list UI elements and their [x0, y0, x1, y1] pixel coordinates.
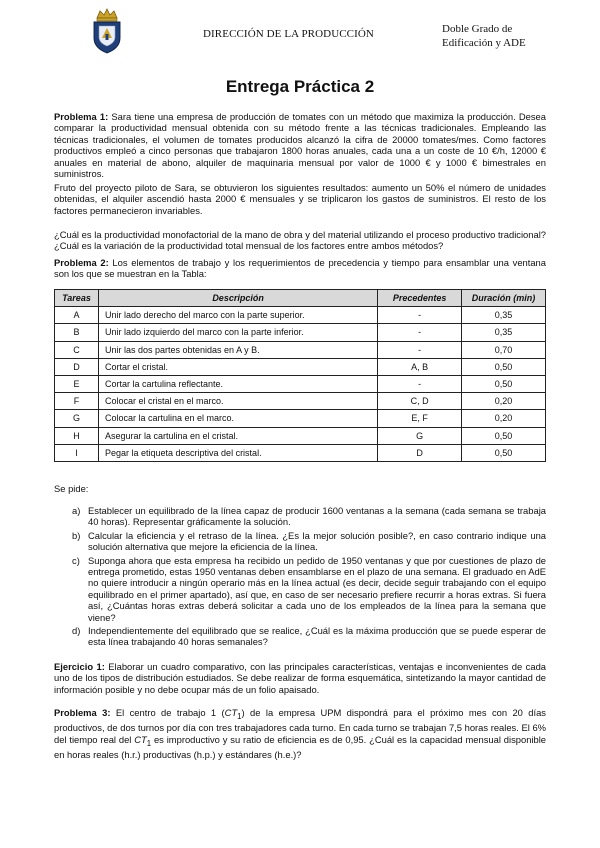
- cell-task: B: [55, 324, 99, 341]
- table-row: [55, 341, 546, 358]
- table-row: [55, 324, 546, 341]
- cell-precedents: -: [378, 307, 462, 324]
- tasks-table: [54, 289, 546, 462]
- cell-task: H: [55, 427, 99, 444]
- cell-task: C: [55, 341, 99, 358]
- cell-description: Colocar la cartulina en el marco.: [98, 410, 377, 427]
- cell-duration: 0,50: [462, 358, 546, 375]
- ct-symbol-2: CT: [134, 733, 147, 745]
- item-marker: a): [72, 505, 81, 516]
- cell-precedents: A, B: [378, 358, 462, 375]
- problem-3-text-a: El centro de trabajo 1 (: [110, 707, 225, 718]
- cell-task: F: [55, 393, 99, 410]
- col-header-descripcion: Descripción: [98, 290, 377, 307]
- exercise-1-label: Ejercicio 1:: [54, 661, 105, 672]
- cell-task: A: [55, 307, 99, 324]
- col-header-duracion: Duración (min): [462, 290, 546, 307]
- list-item: [72, 625, 546, 648]
- exercise-1-text: Elaborar un cuadro comparativo, con las principales características, ventajas e inconvenientes de cada uno de los tipos de distribución estudiados. Se debe realizar de forma esquemática, sintetizando la mayor cantidad de información posible y no debe ocupar más de un folio apaisado.: [54, 661, 546, 695]
- table-row: [55, 307, 546, 324]
- cell-duration: 0,20: [462, 393, 546, 410]
- header-degree: [442, 22, 526, 50]
- col-header-precedentes: Precedentes: [378, 290, 462, 307]
- problem-1-questions-paragraph: ¿Cuál es la productividad monofactorial de la mano de obra y del material utilizando el proceso productivo tradicional? ¿Cuál es la variación de la productividad total mensual de los factores entre ambos métodos?: [54, 229, 546, 252]
- list-item: [72, 530, 546, 553]
- problem-2-paragraph: [54, 257, 546, 280]
- item-marker: b): [72, 529, 81, 541]
- problem-3-text-c: es improductivo y su ratio de eficiencia es de 0,95. ¿Cuál es la capacidad mensual disponible en horas reales (h.r.) productivas (h.p.) y estándares (h.e.)?: [54, 733, 546, 760]
- cell-duration: 0,20: [462, 410, 546, 427]
- exercise-1-paragraph: [54, 661, 546, 695]
- cell-description: Unir lado derecho del marco con la parte superior.: [98, 307, 377, 324]
- problem-1-results-paragraph: Fruto del proyecto piloto de Sara, se obtuvieron los siguientes resultados: aumento un 50% el número de unidades obtenidas, el alquiler ascendió hasta 2000 € mensuales y se triplicaron los gastos de suministros. El resto de los factores permanecieron invariables.: [54, 182, 546, 216]
- university-crest-logo: [90, 8, 124, 54]
- cell-precedents: E, F: [378, 410, 462, 427]
- cell-task: I: [55, 444, 99, 461]
- table-header-row: [55, 290, 546, 307]
- table-row: [55, 410, 546, 427]
- table-row: [55, 375, 546, 392]
- questions-list: [72, 505, 546, 650]
- cell-description: Cortar la cartulina reflectante.: [98, 375, 377, 392]
- se-pide-label: Se pide:: [54, 483, 89, 494]
- cell-description: Pegar la etiqueta descriptiva del cristal.: [98, 444, 377, 461]
- ct-subscript-2: 1: [146, 738, 152, 748]
- list-item: [72, 555, 546, 623]
- cell-task: D: [55, 358, 99, 375]
- cell-task: E: [55, 375, 99, 392]
- cell-duration: 0,50: [462, 375, 546, 392]
- ct-subscript: 1: [237, 711, 242, 721]
- cell-duration: 0,50: [462, 444, 546, 461]
- cell-precedents: C, D: [378, 393, 462, 410]
- cell-description: Unir las dos partes obtenidas en A y B.: [98, 341, 377, 358]
- cell-description: Asegurar la cartulina en el cristal.: [98, 427, 377, 444]
- cell-precedents: D: [378, 444, 462, 461]
- problem-1-text: Sara tiene una empresa de producción de tomates con un método que maximiza la producción. Desea comparar la productividad mensual obtenida con su método frente a las técnicas tradicionales. Empleando las técnicas tradicionales, el volumen de tomates producidos alcanzó la cifra de 20000 tomates/mes. Como factores productivos empleó a cinco personas que trabajaron 1800 horas anuales, cada una a un coste de 10 €/h, 12000 € anuales en material de abono, alquiler de maquinaria mensual por valor de 1000 € y 1000 € bimestrales en suministros.: [54, 111, 546, 180]
- cell-task: G: [55, 410, 99, 427]
- problem-2-text: Los elementos de trabajo y los requerimientos de precedencia y tiempo para ensamblar una ventana son los que se muestran en la Tabla:: [54, 257, 546, 280]
- cell-precedents: -: [378, 341, 462, 358]
- cell-duration: 0,35: [462, 324, 546, 341]
- item-text: Suponga ahora que esta empresa ha recibido un pedido de 1950 ventanas y que por cuestiones de plazo de entrega prometido, estas 1950 ventanas deben ensamblarse en el plazo de una semana. El graduado en AdE no quiere introducir a ningún operario más en la línea actual (es decir, decide seguir trabajando con el equipo equilibrado en el primer apartado), así que, en caso de ser necesario prefiere recurrir a horas extras. Si fuera así, ¿Cuántas horas extras deberá solicitar a cada uno de los empleados de la línea para la semana que viene?: [88, 554, 546, 623]
- cell-precedents: G: [378, 427, 462, 444]
- cell-duration: 0,35: [462, 307, 546, 324]
- table-row: [55, 358, 546, 375]
- item-text: Calcular la eficiencia y el retraso de la línea. ¿Es la mejor solución posible?, en caso contrario indique una solución alternativa que mejore la eficiencia de la línea.: [88, 529, 546, 553]
- list-item: [72, 505, 546, 528]
- item-marker: d): [72, 625, 81, 637]
- problem-3-text-b: ) de la empresa UPM dispondrá para el próximo mes con 20 días productivos, de dos turnos por día con tres trabajadores cada turno. En cada turno se trabajan 7,5 horas reales. El 6% del tiempo real del: [54, 707, 546, 745]
- cell-description: Unir lado izquierdo del marco con la parte inferior.: [98, 324, 377, 341]
- problem-1-label: Problema 1:: [54, 111, 109, 122]
- problem-2-label: Problema 2:: [54, 257, 109, 268]
- item-marker: c): [72, 554, 80, 566]
- page-title: Entrega Práctica 2: [225, 77, 375, 96]
- header-degree-line1: Doble Grado de: [442, 23, 513, 35]
- cell-precedents: -: [378, 324, 462, 341]
- table-row: [55, 393, 546, 410]
- header-degree-line2: Edificación y ADE: [442, 37, 526, 49]
- problem-3-label: Problema 3:: [54, 707, 111, 718]
- col-header-tareas: Tareas: [55, 290, 99, 307]
- item-text: Independientemente del equilibrado que se realice, ¿Cuál es la máxima producción que se puede esperar de esta línea trabajando 40 horas semanales?: [88, 625, 546, 648]
- cell-description: Colocar el cristal en el marco.: [98, 393, 377, 410]
- header-department: DIRECCIÓN DE LA PRODUCCIÓN: [203, 28, 374, 40]
- item-text: Establecer un equilibrado de la línea capaz de producir 1600 ventanas a la semana (cada semana se trabaja 40 horas). Representar gráficamente la solución.: [88, 505, 546, 528]
- problem-1-paragraph: [54, 111, 546, 179]
- ct-symbol: CT: [224, 707, 238, 718]
- cell-precedents: -: [378, 375, 462, 392]
- cell-duration: 0,50: [462, 427, 546, 444]
- cell-duration: 0,70: [462, 341, 546, 358]
- problem-3-paragraph: [54, 707, 546, 760]
- table-row: [55, 444, 546, 461]
- table-row: [55, 427, 546, 444]
- cell-description: Cortar el cristal.: [98, 358, 377, 375]
